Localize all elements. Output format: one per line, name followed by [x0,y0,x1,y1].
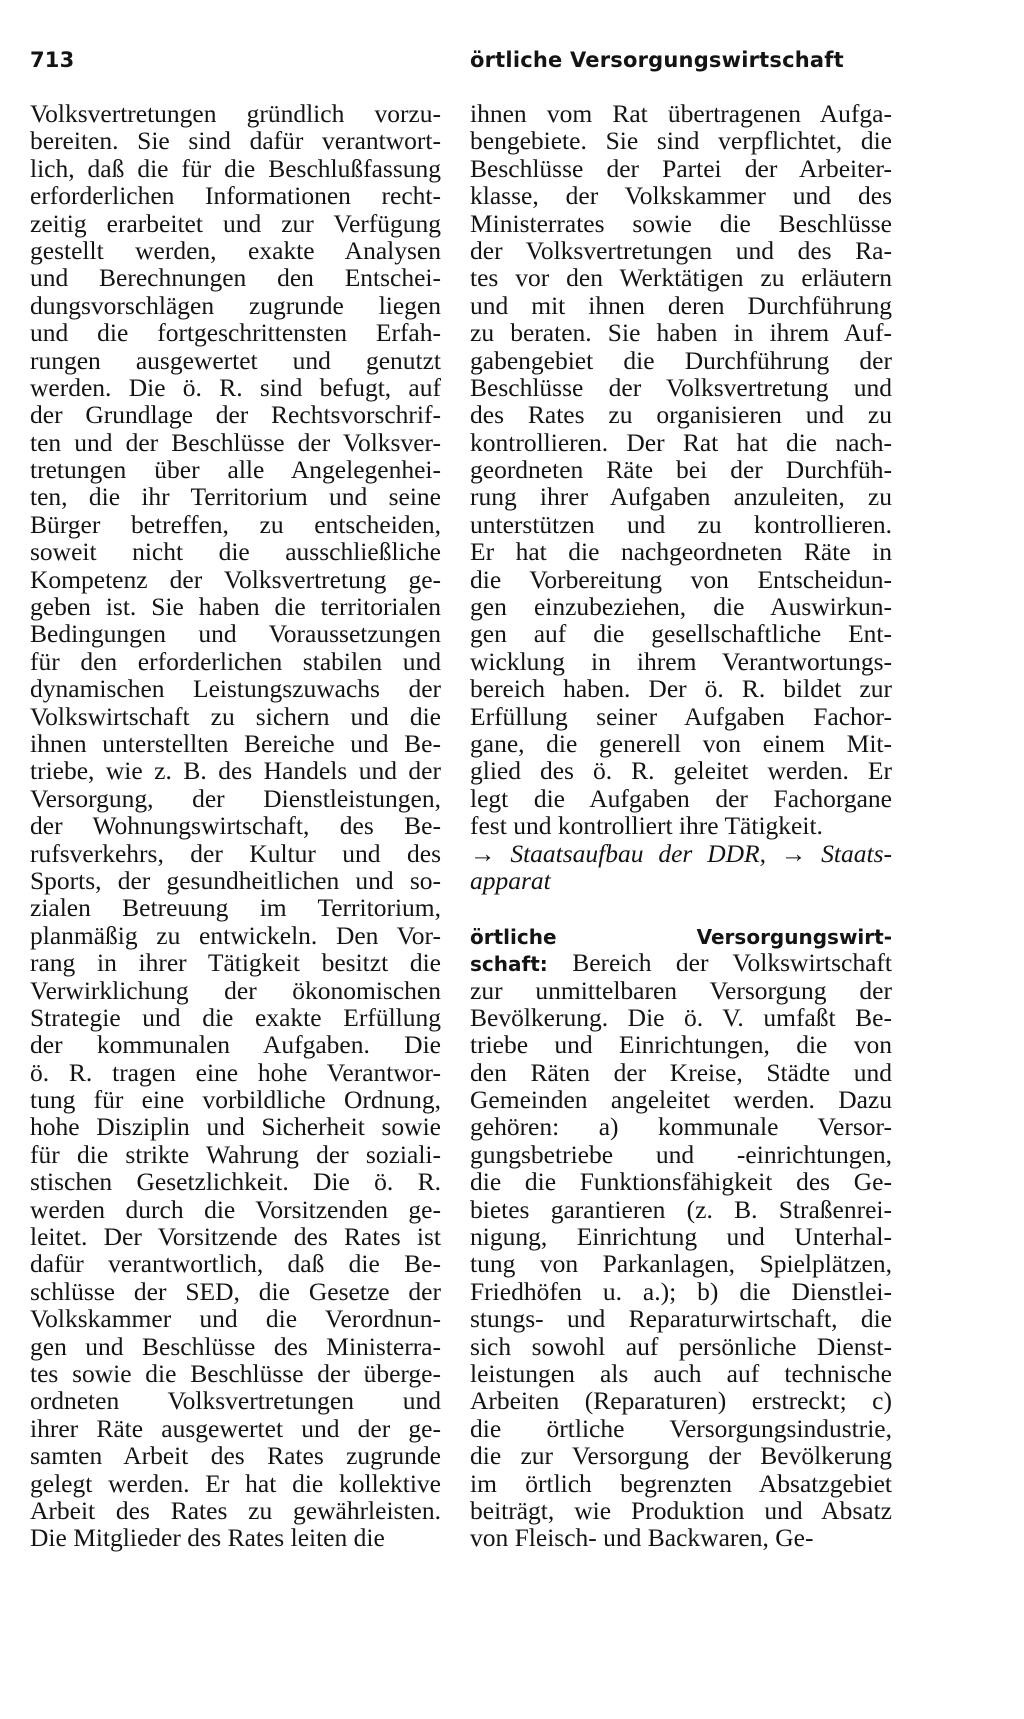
entry-headword-end: schaft: [470,952,548,977]
page-number: 713 [30,48,75,72]
text-line: Volkskammer und die Verordnun- [30,1304,441,1334]
text-line: ten, die ihr Territorium und seine [30,482,441,512]
text-line: wicklung in ihrem Verantwortungs- [470,646,892,676]
text-line: Sports, der gesundheitlichen und so- [30,865,441,895]
text-line: der Volksvertretungen und des Ra- [470,235,892,265]
text-line: bietes garantieren (z. B. Straßenrei- [470,1194,892,1224]
text-line: und Berechnungen den Entschei- [30,263,441,293]
text-line: stungs- und Reparaturwirtschaft, die [470,1304,892,1334]
text-line: fest und kontrolliert ihre Tätigkeit. [470,811,823,841]
text-line: und mit ihnen deren Durchführung [470,290,892,320]
entry-headword-line [470,922,892,949]
text-line: hohe Disziplin und Sicherheit sowie [30,1112,441,1142]
text-line: dafür verantwortlich, daß die Be- [30,1249,441,1279]
text-line: gen auf die gesellschaftliche Ent- [470,619,892,649]
text-line: Friedhöfen u. a.); b) die Dienstlei- [470,1276,892,1306]
text-line: der Grundlage der Rechtsvorschrif- [30,400,441,430]
text-line: nigung, Einrichtung und Unterhal- [470,1222,892,1252]
text-line: den Räten der Kreise, Städte und [470,1057,892,1087]
text-line: tretungen über alle Angelegenhei- [30,455,441,485]
text-line: werden durch die Vorsitzenden ge- [30,1194,441,1224]
text-line: der Wohnungswirtschaft, des Be- [30,811,441,841]
text-line: Strategie und die exakte Erfüllung [30,1002,441,1032]
text-line: rufsverkehrs, der Kultur und des [30,838,441,868]
text-line: klasse, der Volkskammer und des [470,181,892,211]
text-line: gelegt werden. Er hat die kollektive [30,1468,441,1498]
text-line: ten und der Beschlüsse der Volksver- [30,427,441,457]
text-line: die örtliche Versorgungsindustrie, [470,1413,892,1443]
right-column-continuation [470,100,892,840]
text-line: Die Mitglieder des Rates leiten die [30,1523,385,1553]
text-line: unterstützen und zu kontrollieren. [470,509,892,539]
text-line: zu beraten. Sie haben in ihrem Auf- [470,318,892,348]
text-line: bereich haben. Der ö. R. bildet zur [470,674,892,704]
text-line: bengebiete. Sie sind verpflichtet, die [470,126,892,156]
text-line: zeitig erarbeitet und zur Verfügung [30,208,441,238]
text-line: zialen Betreuung im Territorium, [30,893,441,923]
text-line: ö. R. tragen eine hohe Verantwor- [30,1057,441,1087]
text-line: beiträgt, wie Produktion und Absatz [470,1495,892,1525]
text-line: Versorgung, der Dienstleistungen, [30,783,441,813]
text-line: ihrer Räte ausgewertet und der ge- [30,1413,441,1443]
text-line: gestellt werden, exakte Analysen [30,235,441,265]
entry-headword: örtliche Versorgungswirt- [470,924,892,949]
text-line: samten Arbeit des Rates zugrunde [30,1441,441,1471]
crossref-arrow-icon: → [780,838,807,868]
text-line: schlüsse der SED, die Gesetze der [30,1276,441,1306]
text-line: triebe, wie z. B. des Handels und der [30,756,441,786]
entry-body [470,977,892,1552]
text-line: tes sowie die Beschlüsse der überge- [30,1358,441,1388]
text-line: gane, die generell von einem Mit- [470,728,892,758]
text-line: bereiten. Sie sind dafür verantwort- [30,126,441,156]
text-line: rang in ihrer Tätigkeit besitzt die [30,948,441,978]
text-line: Gemeinden angeleitet werden. Dazu [470,1085,892,1115]
text-line: Bedingungen und Voraussetzungen [30,619,441,649]
text-line: gen und Beschlüsse des Ministerra- [30,1331,441,1361]
text-line: leistungen als auch auf technische [470,1358,892,1388]
text-line: im örtlich begrenzten Absatzgebiet [470,1468,892,1498]
text-line: und die fortgeschrittensten Erfah- [30,318,441,348]
text-line: die zur Versorgung der Bevölkerung [470,1441,892,1471]
text-line: die Vorbereitung von Entscheidun- [470,564,892,594]
text-line: triebe und Einrichtungen, die von [470,1030,892,1060]
text-line: ihnen unterstellten Bereiche und Be- [30,728,441,758]
text-line: tung für eine vorbildliche Ordnung, [30,1085,441,1115]
text-line: für den erforderlichen stabilen und [30,646,441,676]
cross-reference-line [470,840,892,867]
text-line: gehören: a) kommunale Versor- [470,1112,892,1142]
text-line: Volkswirtschaft zu sichern und die [30,701,441,731]
cross-reference-line-2 [470,867,892,922]
text-line: leitet. Der Vorsitzende des Rates ist [30,1222,441,1252]
text-line: lich, daß die für die Beschlußfassung [30,153,441,183]
text-line: sich sowohl auf persönliche Dienst- [470,1331,892,1361]
running-title: örtliche Versorgungswirtschaft [470,48,844,72]
crossref-staatsapparat-part1[interactable]: Staats- [821,838,893,868]
text-line: erforderlichen Informationen recht- [30,181,441,211]
text-line: Arbeit des Rates zu gewährleisten. [30,1495,441,1525]
text-line: von Fleisch- und Backwaren, Ge- [470,1523,814,1553]
crossref-staatsapparat-part2[interactable]: apparat [470,865,551,895]
text-line: Verwirklichung der ökonomischen [30,975,441,1005]
text-line: für die strikte Wahrung der soziali- [30,1139,441,1169]
entry-definition-start: Bereich der Volkswirtschaft [572,948,892,978]
text-line: tes vor den Werktätigen zu erläutern [470,263,892,293]
text-line: gen einzubeziehen, die Auswirkun- [470,592,892,622]
text-line: Beschlüsse der Volksvertretung und [470,372,892,402]
text-line: gabengebiet die Durchführung der [470,345,892,375]
text-line: soweit nicht die ausschließliche [30,537,441,567]
text-line: glied des ö. R. geleitet werden. Er [470,756,892,786]
text-line: Volksvertretungen gründlich vorzu- [30,99,441,128]
crossref-staatsaufbau[interactable]: Staatsaufbau der DDR, [510,838,766,868]
text-line: dungsvorschlägen zugrunde liegen [30,290,441,320]
text-line: kontrollieren. Der Rat hat die nach- [470,427,892,457]
text-line: Arbeiten (Reparaturen) erstreckt; c) [470,1386,892,1416]
text-line: gungsbetriebe und -einrichtungen, [470,1139,892,1169]
text-line: werden. Die ö. R. sind befugt, auf [30,372,441,402]
text-line: geordneten Räte bei der Durchfüh- [470,455,892,485]
text-line: Beschlüsse der Partei der Arbeiter- [470,153,892,183]
text-line: rung ihrer Aufgaben anzuleiten, zu [470,482,892,512]
text-line: Ministerrates sowie die Beschlüsse [470,208,892,238]
text-line: der kommunalen Aufgaben. Die [30,1030,441,1060]
text-line: stischen Gesetzlichkeit. Die ö. R. [30,1167,441,1197]
left-text-column [30,100,441,1552]
text-line: legt die Aufgaben der Fachorgane [470,783,892,813]
text-line: tung von Parkanlagen, Spielplätzen, [470,1249,892,1279]
text-line: rungen ausgewertet und genutzt [30,345,441,375]
text-line: die die Funktionsfähigkeit des Ge- [470,1167,892,1197]
crossref-arrow-icon: → [470,838,496,868]
text-line: ordneten Volksvertretungen und [30,1386,441,1416]
text-line: Kompetenz der Volksvertretung ge- [30,564,441,594]
text-line: zur unmittelbaren Versorgung der [470,975,892,1005]
text-line: Er hat die nachgeordneten Räte in [470,537,892,567]
right-text-column [470,100,892,1552]
text-line: Bürger betreffen, zu entscheiden, [30,509,441,539]
text-line: Bevölkerung. Die ö. V. umfaßt Be- [470,1002,892,1032]
entry-first-line [470,949,892,976]
text-line: des Rates zu organisieren und zu [470,400,892,430]
text-line: planmäßig zu entwickeln. Den Vor- [30,920,441,950]
text-line: ihnen vom Rat übertragenen Aufga- [470,99,892,128]
text-line: geben ist. Sie haben die territorialen [30,592,441,622]
text-line: Erfüllung seiner Aufgaben Fachor- [470,701,892,731]
text-line: dynamischen Leistungszuwachs der [30,674,441,704]
